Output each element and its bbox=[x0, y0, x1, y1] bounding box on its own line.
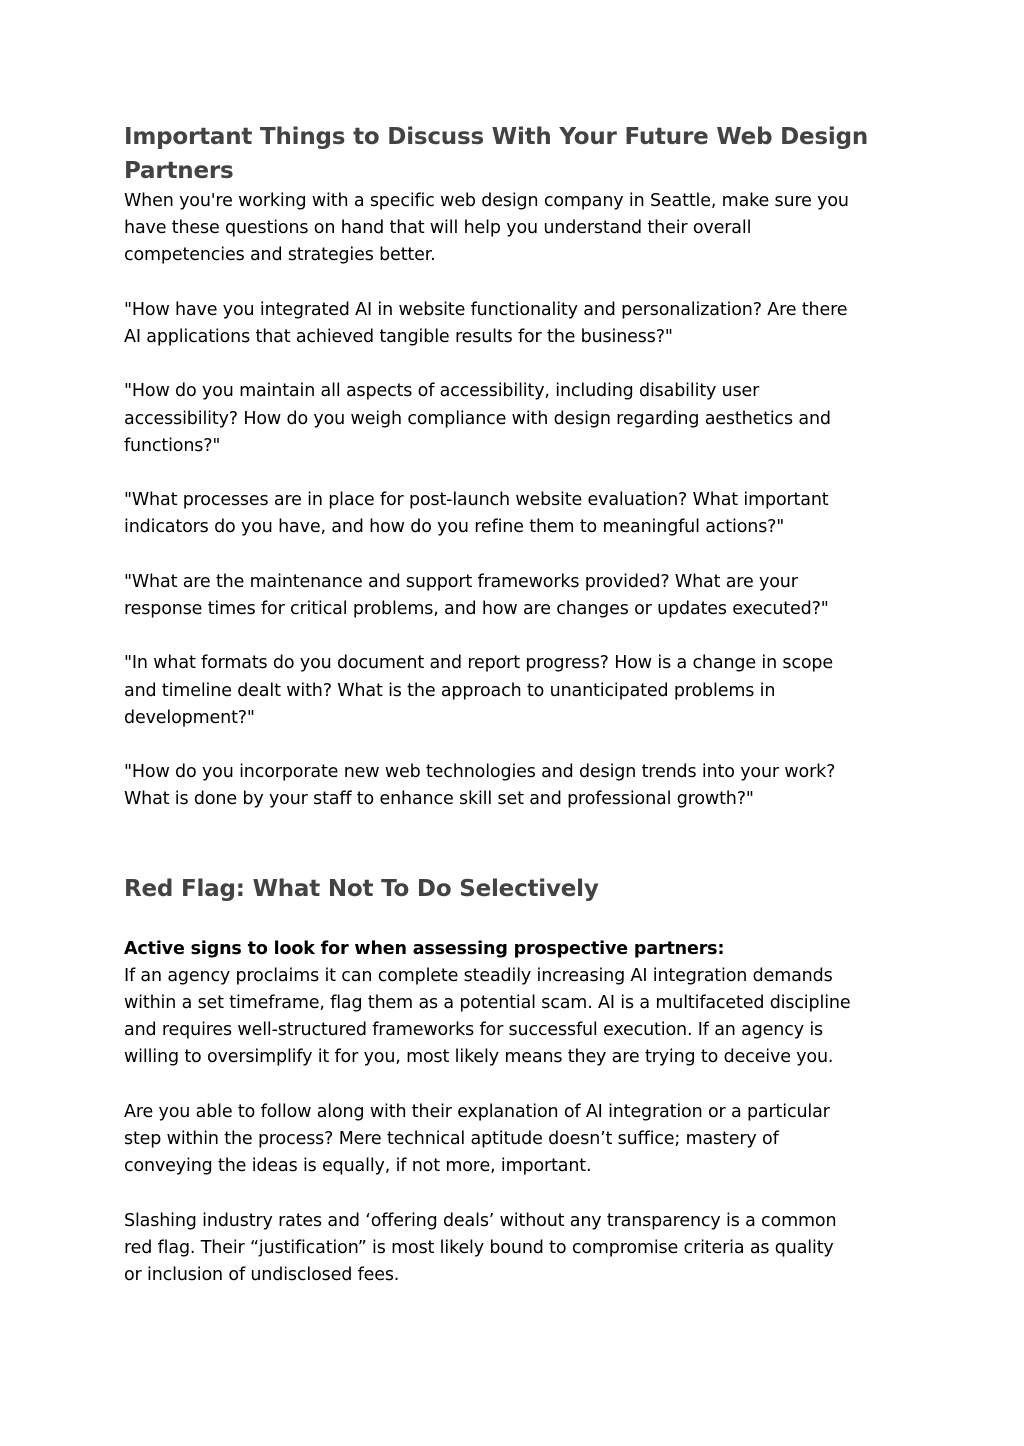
heading-line: Partners bbox=[124, 158, 234, 184]
text-line: willing to oversimplify it for you, most likely means they are trying to deceive you. bbox=[124, 1047, 834, 1068]
heading-line: Important Things to Discuss With Your Future Web Design bbox=[124, 124, 869, 150]
question-1 bbox=[124, 297, 904, 351]
subheading: Active signs to look for when assessing prospective partners: bbox=[124, 938, 725, 959]
question-6 bbox=[124, 759, 904, 813]
section-heading-red-flag: Red Flag: What Not To Do Selectively bbox=[124, 875, 599, 902]
document-page bbox=[124, 120, 904, 1289]
question-5 bbox=[124, 650, 904, 732]
text-line: within a set timeframe, flag them as a potential scam. AI is a multifaceted discipline bbox=[124, 992, 851, 1013]
text-line: indicators do you have, and how do you refine them to meaningful actions?" bbox=[124, 517, 785, 538]
red-flag-block bbox=[124, 936, 904, 1072]
text-line: and requires well-structured frameworks for successful execution. If an agency is bbox=[124, 1020, 823, 1041]
question-3 bbox=[124, 487, 904, 541]
text-line: "What are the maintenance and support frameworks provided? What are your bbox=[124, 571, 798, 592]
text-line: have these questions on hand that will help you understand their overall bbox=[124, 218, 752, 239]
red-flag-paragraph-2 bbox=[124, 1099, 904, 1181]
text-line: "How do you incorporate new web technologies and design trends into your work? bbox=[124, 762, 836, 783]
text-line: response times for critical problems, and how are changes or updates executed?" bbox=[124, 598, 829, 619]
section-heading-discuss bbox=[124, 120, 904, 188]
text-line: competencies and strategies better. bbox=[124, 245, 436, 266]
text-line: When you're working with a specific web design company in Seattle, make sure you bbox=[124, 191, 849, 211]
text-line: step within the process? Mere technical aptitude doesn’t suffice; mastery of bbox=[124, 1128, 779, 1149]
text-line: red flag. Their “justification” is most likely bound to compromise criteria as quality bbox=[124, 1237, 834, 1258]
question-2 bbox=[124, 378, 904, 460]
text-line: development?" bbox=[124, 707, 255, 728]
intro-paragraph bbox=[124, 188, 904, 270]
text-line: AI applications that achieved tangible results for the business?" bbox=[124, 327, 673, 347]
text-line: functions?" bbox=[124, 435, 221, 456]
text-line: Slashing industry rates and ‘offering deals’ without any transparency is a common bbox=[124, 1210, 837, 1231]
text-line: and timeline dealt with? What is the approach to unanticipated problems in bbox=[124, 680, 776, 701]
text-line: conveying the ideas is equally, if not more, important. bbox=[124, 1156, 592, 1177]
text-line: accessibility? How do you weigh compliance with design regarding aesthetics and bbox=[124, 408, 831, 429]
question-4 bbox=[124, 569, 904, 623]
text-line: What is done by your staff to enhance skill set and professional growth?" bbox=[124, 789, 754, 810]
text-line: "How have you integrated AI in website functionality and personalization? Are there bbox=[124, 299, 848, 320]
text-line: "What processes are in place for post-launch website evaluation? What important bbox=[124, 490, 829, 511]
text-line: "How do you maintain all aspects of accessibility, including disability user bbox=[124, 381, 760, 402]
text-line: If an agency proclaims it can complete steadily increasing AI integration demands bbox=[124, 965, 833, 986]
red-flag-paragraph-3 bbox=[124, 1208, 904, 1290]
text-line: or inclusion of undisclosed fees. bbox=[124, 1264, 400, 1285]
text-line: Are you able to follow along with their explanation of AI integration or a particular bbox=[124, 1101, 830, 1122]
text-line: "In what formats do you document and report progress? How is a change in scope bbox=[124, 653, 834, 674]
